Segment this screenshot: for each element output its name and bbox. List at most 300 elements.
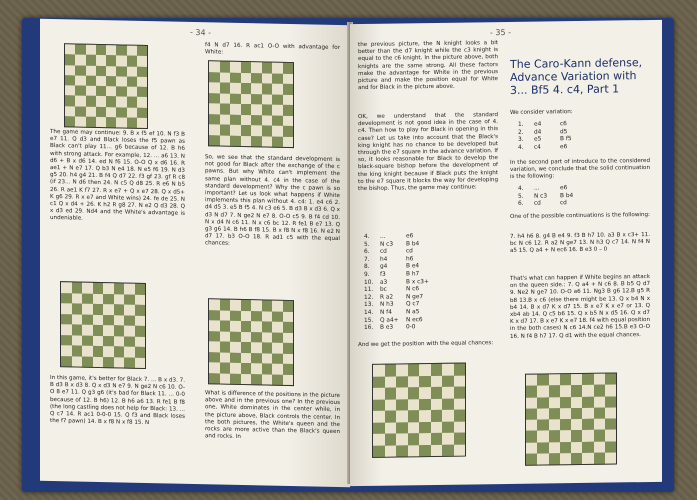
board-square [272,73,283,84]
board-square [93,335,104,346]
board-square [560,397,571,408]
black-move: N a5 [406,309,420,316]
move-number: 9. [364,271,370,278]
board-square [283,136,294,147]
board-square [124,305,135,316]
board-square [241,104,252,115]
board-square [114,325,125,336]
board-square [594,385,605,396]
board-square [65,75,75,85]
move-number: 11. [364,287,374,294]
board-square [72,324,83,335]
right-col2-text3: 7. h4 h6 8. g4 B e4 9. f3 B h7 10. a3 B x c3+ 11. bc N c6 12. R a2 N ge7 13. N h3 Q c7 14. N f4 N a5 15. Q a4 + N ec6 16. B e3 0 – 0 [510,231,650,255]
board-square [594,419,605,430]
board-square [93,314,104,325]
move-row [518,144,586,153]
board-square [114,357,125,368]
move-table-solid [518,185,586,209]
board-square [396,399,408,411]
board-square [135,294,146,305]
board-square [571,430,582,441]
move-number: 8. [364,264,370,271]
board-square [93,325,104,336]
board-square [431,364,443,376]
left-col2-top: f4 N d7 16. R ac1 O-O with advantage for White: [205,42,340,56]
board-square [442,421,454,433]
move-number: 4. [364,233,370,240]
board-square [241,373,252,384]
board-square [86,86,96,96]
board-square [116,76,126,86]
board-square [127,97,137,107]
board-square [209,124,220,135]
board-square [262,363,273,374]
move-number: 4. [518,144,524,151]
board-square [272,63,283,74]
board-square [65,116,75,126]
board-square [82,293,93,304]
board-square [594,452,605,463]
board-square [106,117,116,127]
move-number: 3. [518,136,524,144]
move-number: 14. [364,309,374,316]
chess-diagram-4 [208,298,294,386]
board-square [262,300,273,311]
board-square [373,376,385,388]
board-square [65,65,75,75]
board-square [103,357,114,368]
board-square [454,387,466,399]
right-col2-text4: That's what can happen if White begins an attack on the queen side.: 7. Q a4 + N c6 8. B b5 Q d7 9. Ne2 N ge7 10. O-O a6 11. Ng3 B g6 12.B g5 R b8 13.B x c6 (else there might be 13. Q x b4 N x b4 14. B x d7 K x d7 15. B x e7 K x e7 or 13. Q xb4 ab 14. Q c5 b6 15. Q x b5 N x d5 16. Q x d7 K x d7 17. B x e7 K x e7 18. f4 with equal position in the both cases) N c6 14.N ce2 h6 15.B e3 O-O 16. N f4 B h7 17. Q d1 with the equal chances. [510,273,650,340]
board-square [61,282,72,293]
board-square [442,364,454,376]
board-square [262,353,273,364]
board-square [373,422,385,434]
board-square [283,343,294,354]
board-square [560,385,571,396]
board-square [61,303,72,314]
board-square [230,310,241,321]
board-square [86,55,96,65]
white-move: Q a4+ [380,317,399,324]
right-col2-text: In the second part of introduce to the considered variation, we conclude that the solid continuation is the following: [510,157,650,181]
left-col1-text: The game may continue: 9. B x f5 ef 10. N f3 B e7 11. Q d3 and Black loses the f5 pawn as Black can't play 11... g6 because of 12. B h6 with strong attack. For example, 12. ... a6 13. N d6 + B x d6 14. ed N f6 15. O-O Q x d6 16. R ae1 + N e7 17. Q b3 N e4 18. N e5 f6 19. N d3 g5 20. h4 g4 21. B f4 Q d7 22. f3 gf 23. gf R c8 (if 23... N d6 then 24. N c5 Q d8 25. R e6 N b5 26. R ae1 K f7 27. R x e7 + Q x e7 28. Q x d5+ K g6 29. R x e7 and White wins) 24. fe de 25. N c1 Q x d4 + 26. K h2 R g8 27. N e2 Q d3 28. Q x d3 ed 29. Nd4 and the White's advantage is undeniable. [50,128,185,223]
board-square [431,398,443,410]
board-square [209,61,220,72]
board-square [96,45,106,55]
board-square [230,363,241,374]
board-square [65,44,75,54]
board-square [220,363,231,374]
board-square [72,303,83,314]
board-square [431,375,443,387]
board-square [93,283,104,294]
board-square [103,315,114,326]
board-square [103,304,114,315]
board-square [396,410,408,422]
board-square [220,83,231,94]
page-number-left: - 34 - [190,27,212,38]
board-square [396,387,408,399]
board-square [594,396,605,407]
left-col1-text2: In this game, it's better for Black 7. ... B x d3. 7. B d3 B x d3 8. Q x d3 N e7 9. N ge2 N c6 10. O-O 8 e7 11. Q g3 g6 (it's bad for Black 11. ... 0-0 because of 12. B h6) 12. B h6 a6 13. R fe1 B f8 (the long castling does not help for Black: 13. ... Q c7 14. R ac1 0-0-0 15. Q f3 and Black loses the f7 pawn) 14. B x f8 N x f8 15. N [50,374,185,427]
board-square [549,374,560,385]
board-square [220,310,231,321]
board-square [75,75,85,85]
board-square [75,116,85,126]
board-square [93,293,104,304]
board-square [75,85,85,95]
board-square [251,311,262,322]
board-square [241,83,252,94]
board-square [283,115,294,126]
board-square [537,419,548,430]
board-square [526,420,537,431]
board-square [419,376,431,388]
board-square [230,331,241,342]
board-square [526,453,537,464]
board-square [106,55,116,65]
board-square [373,365,385,377]
board-square [272,301,283,312]
board-square [571,385,582,396]
board-square [137,77,147,87]
board-square [209,114,220,125]
board-square [526,386,537,397]
board-square [220,373,231,384]
board-square [103,325,114,336]
board-square [209,299,220,310]
board-square [537,442,548,453]
board-square [571,408,582,419]
board-square [230,93,241,104]
board-square [272,332,283,343]
white-move: h4 [380,256,388,263]
board-square [72,345,83,356]
board-square [272,364,283,375]
board-square [251,136,262,147]
board-square [419,364,431,376]
board-square [72,282,83,293]
board-square [209,331,220,342]
board-square [431,433,443,445]
board-square [605,418,616,429]
board-square [283,374,294,385]
board-square [526,431,537,442]
board-square [283,84,294,95]
board-square [419,399,431,411]
board-square [209,373,220,384]
right-page [350,20,662,486]
board-square [127,56,137,66]
board-square [82,283,93,294]
board-square [106,107,116,117]
board-square [96,96,106,106]
board-square [262,136,273,147]
board-square [605,385,616,396]
board-square [283,126,294,137]
board-square [61,335,72,346]
board-square [72,335,83,346]
board-square [127,87,137,97]
black-move: B b4 [406,240,420,247]
board-square [241,352,252,363]
board-square [137,87,147,97]
board-square [571,453,582,464]
board-square [251,83,262,94]
white-move: a3 [380,279,388,286]
board-square [86,116,96,126]
board-square [86,65,96,75]
board-square [86,106,96,116]
board-square [251,125,262,136]
board-square [549,408,560,419]
board-square [262,321,273,332]
board-square [537,374,548,385]
board-square [135,284,146,295]
board-square [454,444,466,456]
board-square [114,336,125,347]
black-move: B e4 [406,263,420,270]
chess-diagram-5 [372,363,466,458]
board-square [537,386,548,397]
board-square [431,421,443,433]
right-col1-text2: OK, we understand that the standard development is not good idea in the case of 4. c4. Then how to play for Black in opening in this case? Let us take into account that the Black's king knight has no chance to be developed but through the e7 square in the advance variation. If so, it looks reasonable for Black to develop the black-square bishop before the development of the king knight because if Black puts the knight to the e7 square it blocks the way for developing the bishop. Thus, the game may continue: [358,112,498,193]
black-move: d5 [560,128,568,135]
black-move: N c6 [406,286,420,293]
board-square [251,62,262,73]
board-square [408,445,420,457]
board-square [560,442,571,453]
board-square [582,408,593,419]
board-square [209,362,220,373]
board-square [82,325,93,336]
board-square [262,374,273,385]
board-square [220,342,231,353]
move-number: 15. [364,317,374,324]
board-square [86,75,96,85]
board-square [605,441,616,452]
board-square [209,352,220,363]
white-move: ... [380,233,386,240]
board-square [262,73,273,84]
board-square [571,419,582,430]
board-square [373,399,385,411]
board-square [272,353,283,364]
board-square [241,125,252,136]
board-square [72,293,83,304]
move-table-variation [518,121,586,152]
move-row [518,200,586,209]
board-square [283,73,294,84]
board-square [251,353,262,364]
board-square [549,419,560,430]
board-square [114,294,125,305]
board-square [230,83,241,94]
board-square [262,125,273,136]
board-square [61,345,72,356]
board-square [114,346,125,357]
board-square [594,407,605,418]
black-move: N ec6 [406,316,423,323]
left-col2-text2: What is difference of the positions in the picture above and in the previous one? In the previous one, White dominates in the center while, in the picture above, Black controls the center. In the both pictures, the White's queen and the rocks are more active than the Black's queen and rocks. In [205,390,340,441]
board-square [272,322,283,333]
black-move: Q c7 [406,301,420,308]
board-square [396,433,408,445]
board-square [408,387,420,399]
board-square [454,398,466,410]
board-square [72,314,83,325]
board-square [408,376,420,388]
board-square [124,357,135,368]
board-square [283,322,294,333]
board-square [537,397,548,408]
move-number: 5. [364,241,370,248]
board-square [137,46,147,56]
board-square [65,55,75,65]
board-square [209,72,220,83]
board-square [65,85,75,95]
board-square [124,347,135,358]
board-square [385,365,397,377]
board-square [220,104,231,115]
board-square [241,310,252,321]
board-square [431,410,443,422]
board-square [251,115,262,126]
board-square [103,346,114,357]
board-square [373,411,385,423]
board-square [241,331,252,342]
board-square [251,342,262,353]
board-square [549,442,560,453]
move-row [364,324,432,333]
board-square [262,94,273,105]
board-square [124,284,135,295]
board-square [251,363,262,374]
board-square [135,357,146,368]
right-col1-text: the previous picture, the N knight looks a bit better than the d7 knight while the c3 knight is equal to the c6 knight. In the picture above, both knights are the same strong. All these factors make the advantage for White in the previous picture and make the position equal for White and for Black in the picture above. [358,40,498,92]
board-square [283,353,294,364]
move-number: 10. [364,279,374,286]
board-square [272,84,283,95]
board-square [454,410,466,422]
board-square [116,97,126,107]
move-number: 6. [518,200,524,208]
board-square [419,410,431,422]
board-square [272,94,283,105]
board-square [241,135,252,146]
board-square [61,314,72,325]
board-square [454,421,466,433]
move-number: 5. [518,193,524,200]
board-square [75,96,85,106]
board-square [116,56,126,66]
black-move: cd [560,200,567,207]
board-square [103,283,114,294]
board-square [419,387,431,399]
board-square [454,433,466,445]
white-move: N h3 [380,301,394,309]
board-square [442,433,454,445]
board-square [114,304,125,315]
board-square [605,373,616,384]
board-square [272,374,283,385]
chess-diagram-1 [64,43,148,129]
board-square [96,117,106,127]
white-move: cd [534,200,541,207]
board-square [251,300,262,311]
right-col1-text3: And we get the position with the equal chances: [358,340,494,349]
board-square [560,374,571,385]
board-square [230,125,241,136]
board-square [75,44,85,54]
board-square [262,342,273,353]
board-square [537,453,548,464]
board-square [442,410,454,422]
board-square [103,336,114,347]
board-square [419,433,431,445]
board-square [442,398,454,410]
board-square [137,107,147,117]
board-square [220,352,231,363]
board-square [209,103,220,114]
board-square [241,93,252,104]
white-move: R a2 [380,294,394,301]
board-square [582,430,593,441]
move-number: 2. [518,129,524,136]
board-square [220,72,231,83]
board-square [137,66,147,76]
board-square [230,135,241,146]
black-move: e6 [560,143,568,151]
board-square [124,336,135,347]
board-square [454,375,466,387]
board-square [127,76,137,86]
board-square [209,135,220,146]
board-square [93,304,104,315]
board-square [116,45,126,55]
board-square [82,346,93,357]
board-square [82,314,93,325]
board-square [385,422,397,434]
white-move: B e3 [380,324,394,331]
chess-diagram-2 [60,281,146,369]
board-square [396,364,408,376]
board-square [582,396,593,407]
board-square [220,135,231,146]
board-square [251,321,262,332]
board-square [373,388,385,400]
board-square [106,96,116,106]
black-move: h6 [406,256,414,263]
board-square [209,310,220,321]
white-move: c4 [534,144,541,151]
board-square [230,104,241,115]
board-square [241,363,252,374]
move-number: 7. [364,256,370,263]
board-square [549,430,560,441]
consider-label: We consider variation: [510,109,573,116]
left-col2-text: So, we see that the standard development is not good for Black after the exchange of the c pawns. But why White can't implement the same plan without 4. c4 in the case of the standard development? Why the c pawn is so important? Let us look what happens if White implements this plan without 4. c4: 1. e4 c6 2. d4 d5 3. e5 B f5 4. N c3 e6 5. B d3 B x d3 6. Q x d3 N d7 7. N ge2 N e7 8. O-O c5 9. B f4 cd 10. N x d4 N c6 11. N x c6 bc 12. R fe1 B e7 13. Q g3 g6 14. B h6 B f8 15. B x f8 N x f8 16. N e2 N d7 17. b3 O-O 18. R ad1 c5 with the equal chances: [205,154,340,248]
board-square [137,97,147,107]
move-number: 4. [518,185,524,192]
board-square [209,341,220,352]
chapter-title: The Caro-Kann defense, Advance Variation with 3... Bf5 4. c4, Part 1 [510,56,643,97]
board-square [230,373,241,384]
board-square [442,444,454,456]
board-square [220,331,231,342]
board-square [571,441,582,452]
